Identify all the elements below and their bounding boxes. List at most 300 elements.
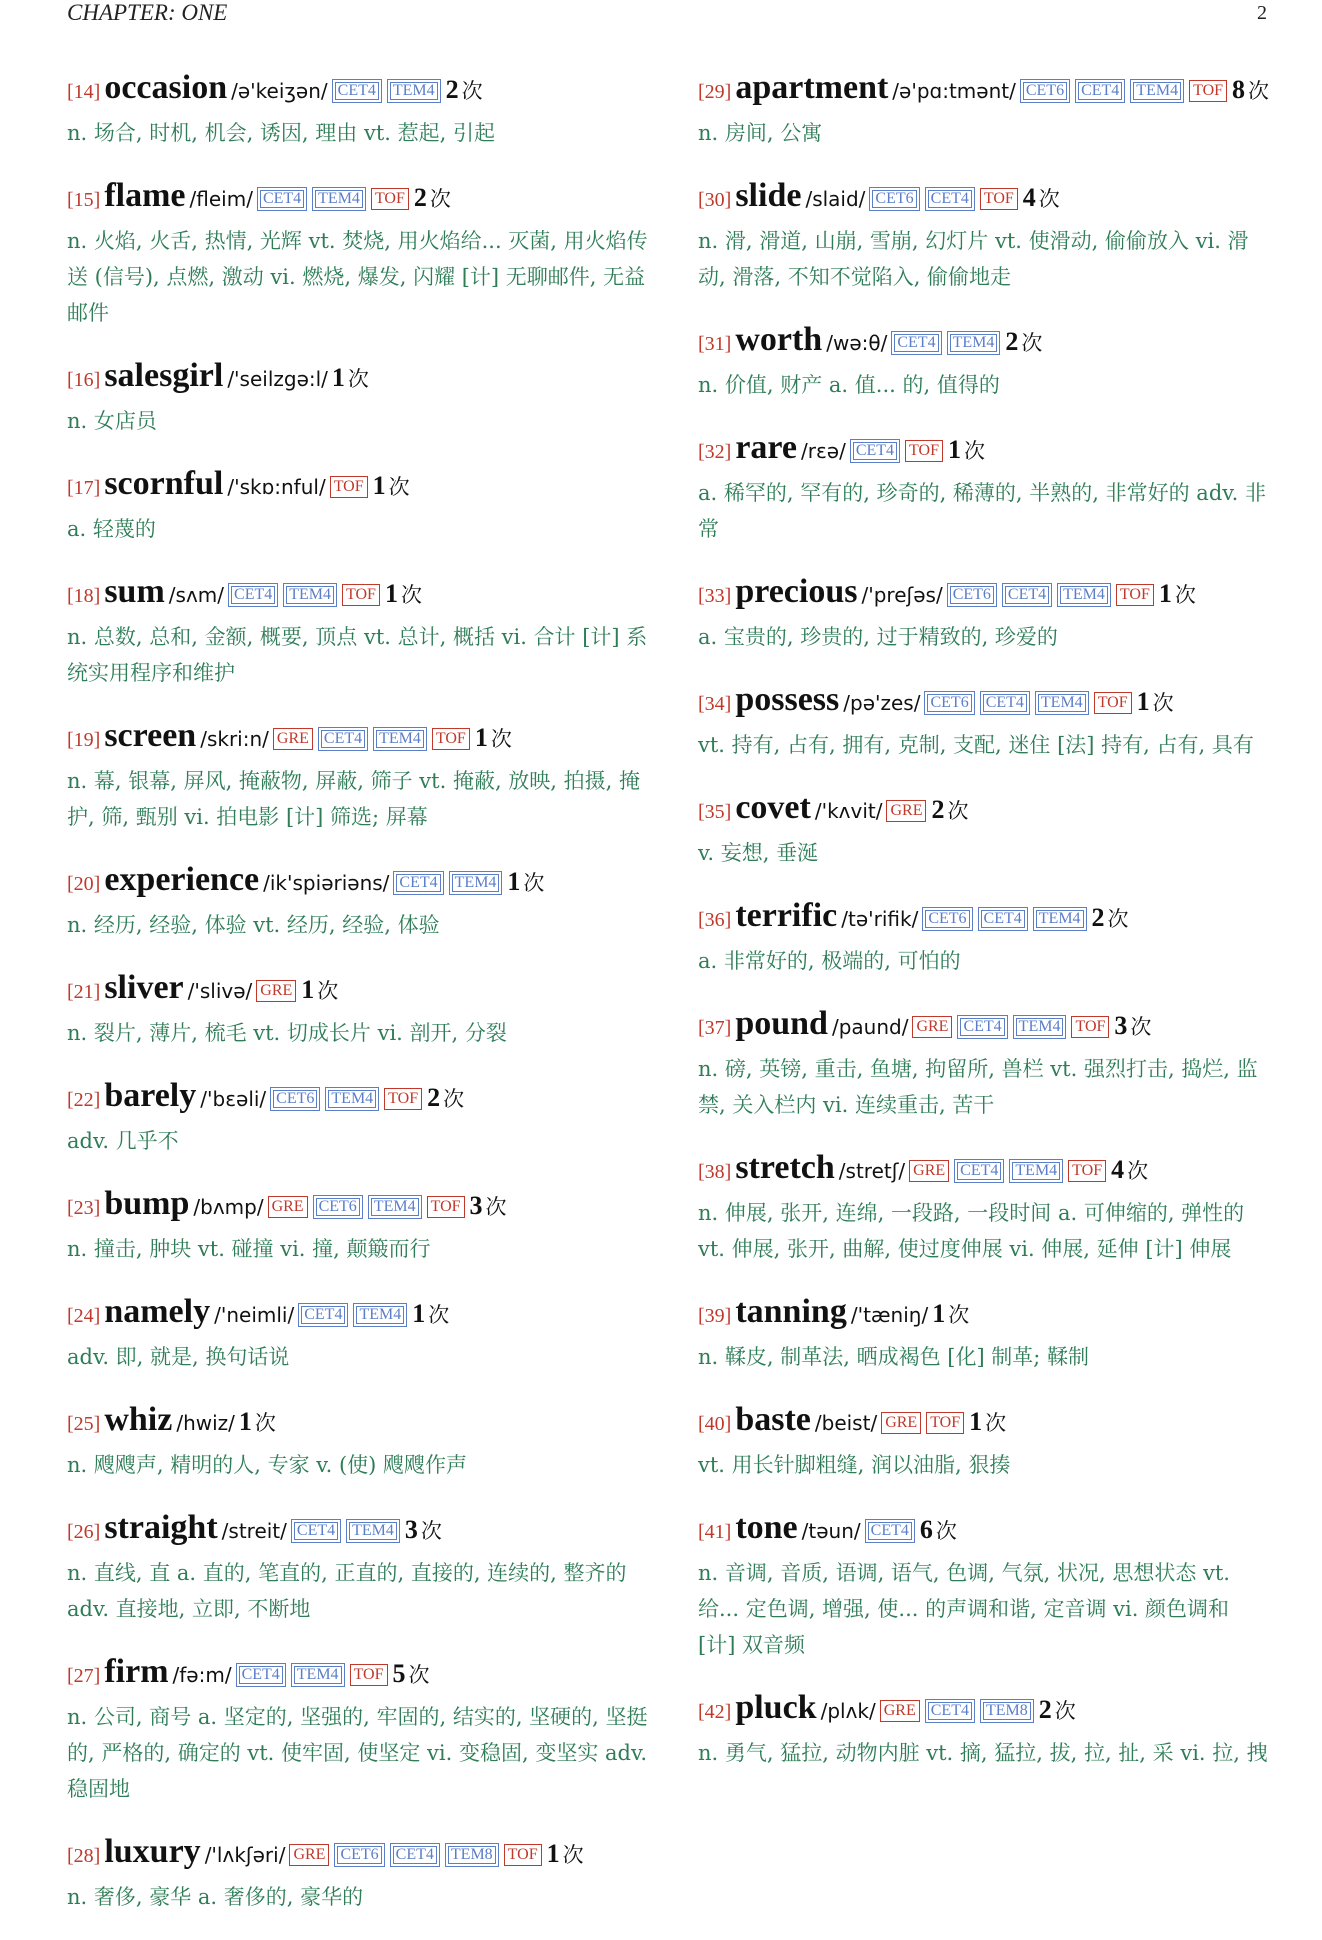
- entry-head: [67, 1652, 652, 1698]
- entry-index: [14]: [67, 81, 101, 103]
- frequency-count: 1: [1136, 687, 1150, 716]
- exam-tag: TOF: [384, 1088, 422, 1110]
- vocab-entry: [698, 1688, 1273, 1771]
- frequency-count: 2: [1038, 1695, 1052, 1724]
- frequency-count: 2: [413, 183, 427, 212]
- definition: n. 奢侈, 豪华 a. 奢侈的, 豪华的: [67, 1885, 364, 1909]
- frequency-unit: 次: [388, 475, 410, 499]
- headword: tone: [735, 1509, 798, 1546]
- headword: experience: [104, 861, 260, 898]
- frequency-unit: 次: [317, 979, 339, 1003]
- definition: n. 鞣皮, 制革法, 晒成褐色 [化] 制革; 鞣制: [698, 1345, 1090, 1369]
- definition: n. 经历, 经验, 体验 vt. 经历, 经验, 体验: [67, 913, 440, 937]
- left-column: [67, 68, 652, 1940]
- vocab-entry: [67, 1508, 652, 1627]
- exam-tag: CET6: [334, 1843, 384, 1867]
- frequency-unit: 次: [254, 1411, 276, 1435]
- vocab-entry: [698, 68, 1273, 151]
- definition: a. 宝贵的, 珍贵的, 过于精致的, 珍爱的: [698, 625, 1058, 649]
- entry-index: [32]: [698, 441, 732, 463]
- entry-head: [698, 788, 1273, 834]
- frequency-count: 1: [331, 363, 345, 392]
- headword: possess: [735, 681, 840, 718]
- frequency-count: 1: [932, 1299, 946, 1328]
- headword: baste: [735, 1401, 811, 1438]
- headword: screen: [104, 717, 197, 754]
- frequency-unit: 次: [947, 799, 969, 823]
- phonetic: /'seilzgə:l/: [227, 367, 328, 391]
- entry-index: [19]: [67, 729, 101, 751]
- vocab-entry: [67, 464, 652, 547]
- frequency-unit: 次: [948, 1303, 970, 1327]
- exam-tag: GRE: [886, 800, 926, 822]
- exam-tag: CET4: [978, 907, 1028, 931]
- vocab-entry: [67, 1652, 652, 1807]
- entry-index: [36]: [698, 909, 732, 931]
- definition: a. 非常好的, 极端的, 可怕的: [698, 949, 961, 973]
- entry-index: [37]: [698, 1017, 732, 1039]
- entry-head: [67, 716, 652, 762]
- phonetic: /hwiz/: [176, 1411, 235, 1435]
- exam-tag: CET4: [298, 1303, 348, 1327]
- vocab-entry: [67, 176, 652, 331]
- frequency-count: 1: [384, 579, 398, 608]
- phonetic: /'kʌvit/: [814, 799, 883, 823]
- frequency-count: 3: [404, 1515, 418, 1544]
- exam-tag: TOF: [350, 1664, 388, 1686]
- exam-tag: TEM4: [1013, 1015, 1067, 1039]
- phonetic: /'tæniŋ/: [850, 1303, 929, 1327]
- exam-tag: CET4: [980, 691, 1030, 715]
- phonetic: /ə'pɑ:tmənt/: [892, 79, 1016, 103]
- phonetic: /'bɛəli/: [200, 1087, 267, 1111]
- exam-tag: GRE: [880, 1700, 920, 1722]
- frequency-unit: 次: [1130, 1015, 1152, 1039]
- phonetic: /pə'zes/: [843, 691, 921, 715]
- vocab-entry: [698, 788, 1273, 871]
- phonetic: /skri:n/: [200, 727, 269, 751]
- definition: a. 轻蔑的: [67, 517, 156, 541]
- phonetic: /slaid/: [805, 187, 866, 211]
- entry-head: [698, 320, 1273, 366]
- vocab-entry: [67, 1292, 652, 1375]
- vocab-entry: [698, 1508, 1273, 1663]
- entry-index: [18]: [67, 585, 101, 607]
- entry-index: [27]: [67, 1665, 101, 1687]
- phonetic: /plʌk/: [820, 1699, 876, 1723]
- frequency-unit: 次: [490, 727, 512, 751]
- exam-tag: CET6: [924, 691, 974, 715]
- headword: worth: [735, 321, 823, 358]
- frequency-unit: 次: [1174, 583, 1196, 607]
- phonetic: /tə'rifik/: [841, 907, 919, 931]
- entry-index: [26]: [67, 1521, 101, 1543]
- frequency-unit: 次: [1248, 79, 1270, 103]
- definition: vt. 持有, 占有, 拥有, 克制, 支配, 迷住 [法] 持有, 占有, 具有: [698, 733, 1254, 757]
- exam-tag: CET4: [957, 1015, 1007, 1039]
- headword: precious: [735, 573, 858, 610]
- frequency-count: 6: [919, 1515, 933, 1544]
- definition: adv. 即, 就是, 换句话说: [67, 1345, 290, 1369]
- phonetic: /bʌmp/: [193, 1195, 264, 1219]
- frequency-count: 4: [1111, 1155, 1125, 1184]
- exam-tag: TOF: [1068, 1160, 1106, 1182]
- frequency-unit: 次: [400, 583, 422, 607]
- phonetic: /'slivə/: [187, 979, 253, 1003]
- exam-tag: CET4: [393, 871, 443, 895]
- exam-tag: CET4: [954, 1159, 1004, 1183]
- frequency-count: 2: [427, 1083, 441, 1112]
- headword: bump: [104, 1185, 190, 1222]
- exam-tag: CET6: [869, 187, 919, 211]
- entry-index: [33]: [698, 585, 732, 607]
- frequency-unit: 次: [1127, 1159, 1149, 1183]
- definition: n. 撞击, 肿块 vt. 碰撞 vi. 撞, 颠簸而行: [67, 1237, 431, 1261]
- vocab-entry: [698, 1292, 1273, 1375]
- entry-head: [698, 896, 1273, 942]
- exam-tag: CET4: [318, 727, 368, 751]
- entry-index: [41]: [698, 1521, 732, 1543]
- vocab-entry: [698, 1400, 1273, 1483]
- headword: straight: [104, 1509, 218, 1546]
- headword: luxury: [104, 1833, 201, 1870]
- entry-head: [698, 176, 1273, 222]
- exam-tag: GRE: [256, 980, 296, 1002]
- vocab-entry: [67, 1184, 652, 1267]
- frequency-count: 1: [474, 723, 488, 752]
- exam-tag: CET4: [257, 187, 307, 211]
- entry-head: [67, 1508, 652, 1554]
- exam-tag: TEM8: [980, 1699, 1034, 1723]
- page-number: 2: [1257, 2, 1267, 24]
- entry-head: [67, 1184, 652, 1230]
- definition: n. 场合, 时机, 机会, 诱因, 理由 vt. 惹起, 引起: [67, 121, 495, 145]
- frequency-count: 3: [1114, 1011, 1128, 1040]
- phonetic: /'skɒ:nful/: [227, 475, 326, 499]
- exam-tag: TEM4: [1033, 907, 1087, 931]
- phonetic: /wə:θ/: [826, 331, 888, 355]
- frequency-count: 2: [1005, 327, 1019, 356]
- entry-head: [67, 1076, 652, 1122]
- exam-tag: TEM4: [373, 727, 427, 751]
- entry-index: [31]: [698, 333, 732, 355]
- exam-tag: TOF: [926, 1412, 964, 1434]
- vocab-entry: [698, 572, 1273, 655]
- definition: n. 公司, 商号 a. 坚定的, 坚强的, 牢固的, 结实的, 坚硬的, 坚挺的, 严格的, 确定的 vt. 使牢固, 使坚定 vi. 变稳固, 变坚实 adv. 稳固地: [67, 1705, 648, 1801]
- entry-index: [17]: [67, 477, 101, 499]
- frequency-unit: 次: [408, 1663, 430, 1687]
- exam-tag: CET6: [922, 907, 972, 931]
- frequency-unit: 次: [420, 1519, 442, 1543]
- headword: scornful: [104, 465, 224, 502]
- frequency-count: 1: [372, 471, 386, 500]
- headword: firm: [104, 1653, 169, 1690]
- vocab-entry: [698, 1004, 1273, 1123]
- frequency-unit: 次: [1038, 187, 1060, 211]
- entry-index: [25]: [67, 1413, 101, 1435]
- entry-head: [698, 680, 1273, 726]
- frequency-unit: 次: [985, 1411, 1007, 1435]
- definition: n. 音调, 音质, 语调, 语气, 色调, 气氛, 状况, 思想状态 vt. 给... 定色调, 增强, 使... 的声调和谐, 定音调 vi. 颜色调和 [计] 双音频: [698, 1561, 1230, 1657]
- page-header: [67, 0, 1267, 30]
- exam-tag: TEM4: [368, 1195, 422, 1219]
- phonetic: /rɛə/: [801, 439, 846, 463]
- entry-head: [67, 968, 652, 1014]
- right-column: [698, 68, 1273, 1796]
- entry-index: [15]: [67, 189, 101, 211]
- entry-index: [34]: [698, 693, 732, 715]
- exam-tag: TOF: [1094, 692, 1132, 714]
- definition: n. 房间, 公寓: [698, 121, 823, 145]
- chapter-title: CHAPTER: ONE: [67, 0, 228, 25]
- definition: v. 妄想, 垂涎: [698, 841, 819, 865]
- entry-index: [28]: [67, 1845, 101, 1867]
- exam-tag: CET4: [332, 79, 382, 103]
- frequency-unit: 次: [443, 1087, 465, 1111]
- entry-head: [67, 572, 652, 618]
- exam-tag: TOF: [980, 188, 1018, 210]
- definition: a. 稀罕的, 罕有的, 珍奇的, 稀薄的, 半熟的, 非常好的 adv. 非常: [698, 481, 1266, 541]
- entry-head: [67, 860, 652, 906]
- exam-tag: TEM4: [346, 1519, 400, 1543]
- definition: n. 直线, 直 a. 直的, 笔直的, 正直的, 直接的, 连续的, 整齐的 adv. 直接地, 立即, 不断地: [67, 1561, 627, 1621]
- headword: pluck: [735, 1689, 817, 1726]
- frequency-count: 2: [1091, 903, 1105, 932]
- exam-tag: GRE: [289, 1844, 329, 1866]
- frequency-count: 2: [931, 795, 945, 824]
- definition: n. 火焰, 火舌, 热情, 光辉 vt. 焚烧, 用火焰给... 灭菌, 用火焰传送 (信号), 点燃, 激动 vi. 燃烧, 爆发, 闪耀 [计] 无聊邮件, 无益邮件: [67, 229, 648, 325]
- frequency-count: 2: [445, 75, 459, 104]
- frequency-unit: 次: [562, 1843, 584, 1867]
- exam-tag: TEM4: [1130, 79, 1184, 103]
- vocab-entry: [67, 1400, 652, 1483]
- entry-head: [67, 356, 652, 402]
- phonetic: /'lʌkʃəri/: [204, 1843, 286, 1867]
- exam-tag: TEM4: [1009, 1159, 1063, 1183]
- exam-tag: GRE: [273, 728, 313, 750]
- entry-head: [67, 1292, 652, 1338]
- exam-tag: CET4: [228, 583, 278, 607]
- exam-tag: CET4: [1002, 583, 1052, 607]
- headword: occasion: [104, 69, 228, 106]
- frequency-count: 1: [301, 975, 315, 1004]
- headword: terrific: [735, 897, 838, 934]
- phonetic: /ə'keiʒən/: [231, 79, 328, 103]
- definition: n. 滑, 滑道, 山崩, 雪崩, 幻灯片 vt. 使滑动, 偷偷放入 vi. 滑动, 滑落, 不知不觉陷入, 偷偷地走: [698, 229, 1249, 289]
- exam-tag: GRE: [909, 1160, 949, 1182]
- exam-tag: GRE: [268, 1196, 308, 1218]
- vocab-entry: [67, 68, 652, 151]
- entry-head: [67, 464, 652, 510]
- entry-index: [35]: [698, 801, 732, 823]
- phonetic: /sʌm/: [168, 583, 225, 607]
- exam-tag: TOF: [342, 584, 380, 606]
- vocab-entry: [698, 320, 1273, 403]
- frequency-unit: 次: [1107, 907, 1129, 931]
- exam-tag: CET4: [291, 1519, 341, 1543]
- entry-index: [40]: [698, 1413, 732, 1435]
- exam-tag: TOF: [1189, 80, 1227, 102]
- definition: n. 勇气, 猛拉, 动物内脏 vt. 摘, 猛拉, 拔, 拉, 扯, 采 vi. 拉, 拽: [698, 1741, 1268, 1765]
- entry-head: [698, 428, 1273, 474]
- exam-tag: TEM4: [353, 1303, 407, 1327]
- headword: rare: [735, 429, 797, 466]
- entry-index: [16]: [67, 369, 101, 391]
- definition: n. 女店员: [67, 409, 157, 433]
- headword: covet: [735, 789, 811, 826]
- phonetic: /təun/: [801, 1519, 861, 1543]
- exam-tag: TEM4: [312, 187, 366, 211]
- frequency-count: 1: [1158, 579, 1172, 608]
- phonetic: /beist/: [814, 1411, 878, 1435]
- headword: pound: [735, 1005, 828, 1042]
- phonetic: /'preʃəs/: [861, 583, 943, 607]
- exam-tag: TEM4: [325, 1087, 379, 1111]
- headword: barely: [104, 1077, 197, 1114]
- exam-tag: TEM4: [449, 871, 503, 895]
- exam-tag: TEM4: [387, 79, 441, 103]
- exam-tag: TEM4: [1057, 583, 1111, 607]
- vocab-entry: [698, 176, 1273, 295]
- exam-tag: TEM4: [283, 583, 337, 607]
- entry-head: [698, 1292, 1273, 1338]
- headword: stretch: [735, 1149, 835, 1186]
- frequency-unit: 次: [428, 1303, 450, 1327]
- exam-tag: TEM4: [291, 1663, 345, 1687]
- entry-head: [698, 1400, 1273, 1446]
- exam-tag: CET4: [925, 187, 975, 211]
- frequency-unit: 次: [485, 1195, 507, 1219]
- headword: apartment: [735, 69, 889, 106]
- exam-tag: CET6: [270, 1087, 320, 1111]
- frequency-count: 1: [546, 1839, 560, 1868]
- exam-tag: TOF: [432, 728, 470, 750]
- frequency-count: 1: [947, 435, 961, 464]
- phonetic: /paund/: [831, 1015, 909, 1039]
- frequency-unit: 次: [1054, 1699, 1076, 1723]
- entry-head: [67, 1832, 652, 1878]
- entry-head: [698, 572, 1273, 618]
- exam-tag: TOF: [1071, 1016, 1109, 1038]
- definition: vt. 用长针脚粗缝, 润以油脂, 狠揍: [698, 1453, 1011, 1477]
- vocab-entry: [67, 716, 652, 835]
- vocab-entry: [67, 1076, 652, 1159]
- definition: n. 磅, 英镑, 重击, 鱼塘, 拘留所, 兽栏 vt. 强烈打击, 捣烂, 监禁, 关入栏内 vi. 连续重击, 苦干: [698, 1057, 1258, 1117]
- exam-tag: TOF: [330, 476, 368, 498]
- vocab-entry: [67, 572, 652, 691]
- phonetic: /'neimli/: [214, 1303, 295, 1327]
- headword: sum: [104, 573, 165, 610]
- frequency-unit: 次: [963, 439, 985, 463]
- headword: flame: [104, 177, 186, 214]
- definition: n. 总数, 总和, 金额, 概要, 顶点 vt. 总计, 概括 vi. 合计 [计] 系统实用程序和维护: [67, 625, 648, 685]
- frequency-count: 1: [238, 1407, 252, 1436]
- entry-index: [29]: [698, 81, 732, 103]
- phonetic: /streit/: [221, 1519, 287, 1543]
- frequency-count: 8: [1232, 75, 1246, 104]
- exam-tag: CET4: [865, 1519, 915, 1543]
- entry-head: [698, 1004, 1273, 1050]
- exam-tag: CET4: [236, 1663, 286, 1687]
- headword: sliver: [104, 969, 184, 1006]
- frequency-unit: 次: [935, 1519, 957, 1543]
- entry-head: [698, 1148, 1273, 1194]
- exam-tag: CET4: [1075, 79, 1125, 103]
- exam-tag: CET4: [850, 439, 900, 463]
- frequency-count: 1: [507, 867, 521, 896]
- entry-head: [67, 176, 652, 222]
- frequency-unit: 次: [1152, 691, 1174, 715]
- entry-index: [23]: [67, 1197, 101, 1219]
- frequency-count: 1: [969, 1407, 983, 1436]
- frequency-unit: 次: [461, 79, 483, 103]
- exam-tag: CET6: [947, 583, 997, 607]
- definition: n. 伸展, 张开, 连绵, 一段路, 一段时间 a. 可伸缩的, 弹性的 vt. 伸展, 张开, 曲解, 使过度伸展 vi. 伸展, 延伸 [计] 伸展: [698, 1201, 1245, 1261]
- entry-head: [67, 68, 652, 114]
- definition: n. 裂片, 薄片, 梳毛 vt. 切成长片 vi. 剖开, 分裂: [67, 1021, 507, 1045]
- exam-tag: CET4: [390, 1843, 440, 1867]
- frequency-unit: 次: [429, 187, 451, 211]
- vocab-entry: [67, 968, 652, 1051]
- frequency-unit: 次: [523, 871, 545, 895]
- definition: n. 幕, 银幕, 屏风, 掩蔽物, 屏蔽, 筛子 vt. 掩蔽, 放映, 拍摄, 掩护, 筛, 甄别 vi. 拍电影 [计] 筛选; 屏幕: [67, 769, 641, 829]
- entry-index: [20]: [67, 873, 101, 895]
- phonetic: /fə:m/: [172, 1663, 232, 1687]
- exam-tag: CET6: [1020, 79, 1070, 103]
- vocab-entry: [698, 896, 1273, 979]
- exam-tag: TEM4: [1035, 691, 1089, 715]
- entry-index: [42]: [698, 1701, 732, 1723]
- exam-tag: TOF: [905, 440, 943, 462]
- frequency-count: 5: [392, 1659, 406, 1688]
- entry-index: [38]: [698, 1161, 732, 1183]
- frequency-count: 4: [1022, 183, 1036, 212]
- exam-tag: TOF: [427, 1196, 465, 1218]
- definition: n. 飕飕声, 精明的人, 专家 v. (使) 飕飕作声: [67, 1453, 468, 1477]
- headword: slide: [735, 177, 802, 214]
- vocab-entry: [67, 860, 652, 943]
- exam-tag: GRE: [881, 1412, 921, 1434]
- phonetic: /fleim/: [189, 187, 253, 211]
- exam-tag: GRE: [912, 1016, 952, 1038]
- exam-tag: TOF: [504, 1844, 542, 1866]
- headword: salesgirl: [104, 357, 224, 394]
- vocab-entry: [698, 680, 1273, 763]
- exam-tag: TOF: [371, 188, 409, 210]
- entry-index: [22]: [67, 1089, 101, 1111]
- entry-head: [67, 1400, 652, 1446]
- definition: n. 价值, 财产 a. 值... 的, 值得的: [698, 373, 1000, 397]
- entry-head: [698, 1688, 1273, 1734]
- vocab-entry: [698, 428, 1273, 547]
- headword: tanning: [735, 1293, 847, 1330]
- exam-tag: CET6: [313, 1195, 363, 1219]
- vocab-entry: [698, 1148, 1273, 1267]
- exam-tag: TEM4: [947, 331, 1001, 355]
- exam-tag: CET4: [891, 331, 941, 355]
- headword: whiz: [104, 1401, 173, 1438]
- exam-tag: TOF: [1116, 584, 1154, 606]
- phonetic: /ik'spiəriəns/: [263, 871, 390, 895]
- entry-head: [698, 68, 1273, 114]
- frequency-unit: 次: [347, 367, 369, 391]
- vocab-entry: [67, 1832, 652, 1915]
- entry-head: [698, 1508, 1273, 1554]
- phonetic: /stretʃ/: [838, 1159, 906, 1183]
- frequency-count: 3: [469, 1191, 483, 1220]
- entry-index: [39]: [698, 1305, 732, 1327]
- entry-index: [30]: [698, 189, 732, 211]
